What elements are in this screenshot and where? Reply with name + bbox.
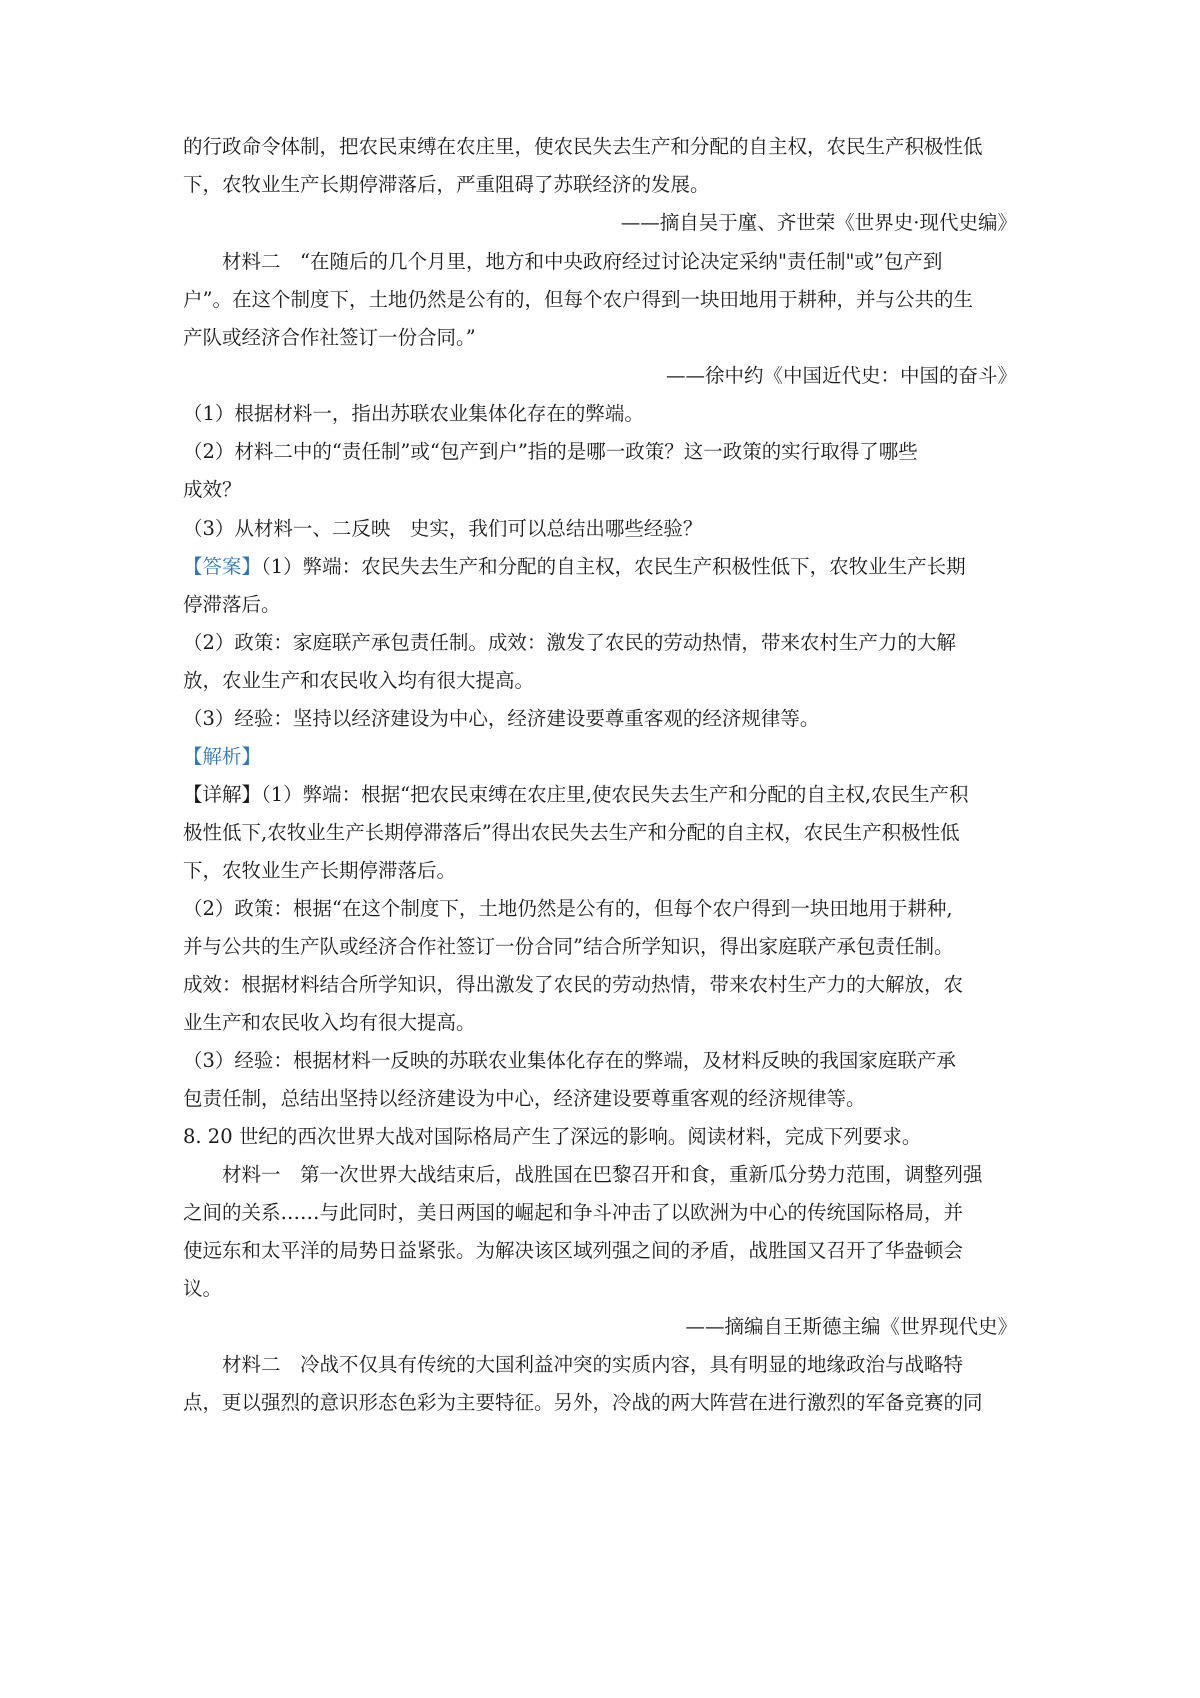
detail-1-line-2: 极性低下,农牧业生产长期停滞落后”得出农民失去生产和分配的自主权，农民生产积极性低 bbox=[183, 821, 960, 844]
detail-2-line-4: 业生产和农民收入均有很大提高。 bbox=[183, 1011, 476, 1034]
question-8-material-1-line-4: 议。 bbox=[183, 1277, 223, 1300]
analysis-tag: 【解析】 bbox=[183, 745, 262, 768]
material-2-line-2: 户”。在这个制度下，土地仍然是公有的，但每个农户得到一块田地用于耕种，并与公共的生 bbox=[183, 288, 973, 311]
question-2-line-1: （2）材料二中的“责任制”或“包产到户”指的是哪一政策？这一政策的实行取得了哪些 bbox=[183, 440, 918, 463]
answer-1-line-2: 停滞落后。 bbox=[183, 593, 281, 616]
question-8-material-1-line-3: 使远东和太平洋的局势日益紧张。为解决该区域列强之间的矛盾，战胜国又召开了华盎顿会 bbox=[183, 1239, 964, 1262]
answer-2-line-1: （2）政策：家庭联产承包责任制。成效：激发了农民的劳动热情，带来农村生产力的大解 bbox=[183, 631, 956, 654]
detail-line-1 bbox=[183, 781, 969, 809]
material-2-source: ——徐中约《中国近代史：中国的奋斗》 bbox=[665, 364, 1017, 387]
answer-3: （3）经验：坚持以经济建设为中心，经济建设要尊重客观的经济规律等。 bbox=[183, 707, 820, 730]
question-8-stem: 8. 20 世纪的西次世界大战对国际格局产生了深远的影响。阅读材料，完成下列要求。 bbox=[183, 1125, 922, 1148]
material-2-line-3: 产队或经济合作社签订一份合同。” bbox=[183, 326, 476, 349]
detail-2-line-3: 成效：根据材料结合所学知识，得出激发了农民的劳动热情，带来农村生产力的大解放，农 bbox=[183, 973, 964, 996]
detail-tag: 【详解】 bbox=[183, 783, 262, 806]
answer-2-line-2: 放，农业生产和农民收入均有很大提高。 bbox=[183, 669, 535, 692]
detail-2-line-2: 并与公共的生产队或经济合作社签订一份合同”结合所学知识，得出家庭联产承包责任制。 bbox=[183, 935, 954, 958]
material-1-line-1: 的行政命令体制，把农民束缚在农庄里，使农民失去生产和分配的自主权，农民生产积极性低 bbox=[183, 135, 983, 158]
question-8-material-1-line-2: 之间的关系……与此同时，美日两国的崛起和争斗冲击了以欧洲为中心的传统国际格局，并 bbox=[183, 1201, 964, 1224]
detail-3-line-1: （3）经验：根据材料一反映的苏联农业集体化存在的弊端，及材料反映的我国家庭联产承 bbox=[183, 1049, 956, 1072]
detail-2-line-1: （2）政策：根据“在这个制度下，土地仍然是公有的，但每个农户得到一块田地用于耕种, bbox=[183, 897, 953, 920]
question-8-material-1-line-1: 材料一 第一次世界大战结束后，战胜国在巴黎召开和食，重新瓜分势力范围，调整列强 bbox=[222, 1163, 983, 1186]
detail-3-line-2: 包责任制，总结出坚持以经济建设为中心，经济建设要尊重客观的经济规律等。 bbox=[183, 1087, 866, 1110]
answer-1-line-1: （1）弊端：农民失去生产和分配的自主权，农民生产积极性低下，农牧业生产长期 bbox=[261, 555, 966, 578]
answer-line-1 bbox=[183, 553, 966, 581]
material-2-line-1: 材料二 “在随后的几个月里，地方和中央政府经过讨论决定采纳"责任制"或”包产到 bbox=[222, 250, 943, 273]
answer-tag: 【答案】 bbox=[183, 555, 262, 578]
detail-1-line-1: （1）弊端：根据“把农民束缚在农庄里,使农民失去生产和分配的自主权,农民生产积 bbox=[261, 783, 969, 806]
question-1: （1）根据材料一，指出苏联农业集体化存在的弊端。 bbox=[183, 402, 644, 425]
question-2-line-2: 成效？ bbox=[183, 478, 242, 501]
question-3: （3）从材料一、二反映 史实，我们可以总结出哪些经验？ bbox=[183, 517, 703, 540]
detail-1-line-3: 下，农牧业生产长期停滞落后。 bbox=[183, 859, 457, 882]
material-1-line-2: 下，农牧业生产长期停滞落后，严重阻碍了苏联经济的发展。 bbox=[183, 173, 710, 196]
question-8-material-2-line-2: 点，更以强烈的意识形态色彩为主要特征。另外，冷战的两大阵营在进行激烈的军备竞赛的同 bbox=[183, 1391, 983, 1414]
question-8-material-1-source: ——摘编自王斯德主编《世界现代史》 bbox=[685, 1315, 1017, 1338]
material-1-source: ——摘自吴于廑、齐世荣《世界史·现代史编》 bbox=[620, 211, 1017, 234]
question-8-material-2-line-1: 材料二 冷战不仅具有传统的大国利益冲突的实质内容，具有明显的地缘政治与战略特 bbox=[222, 1353, 964, 1376]
